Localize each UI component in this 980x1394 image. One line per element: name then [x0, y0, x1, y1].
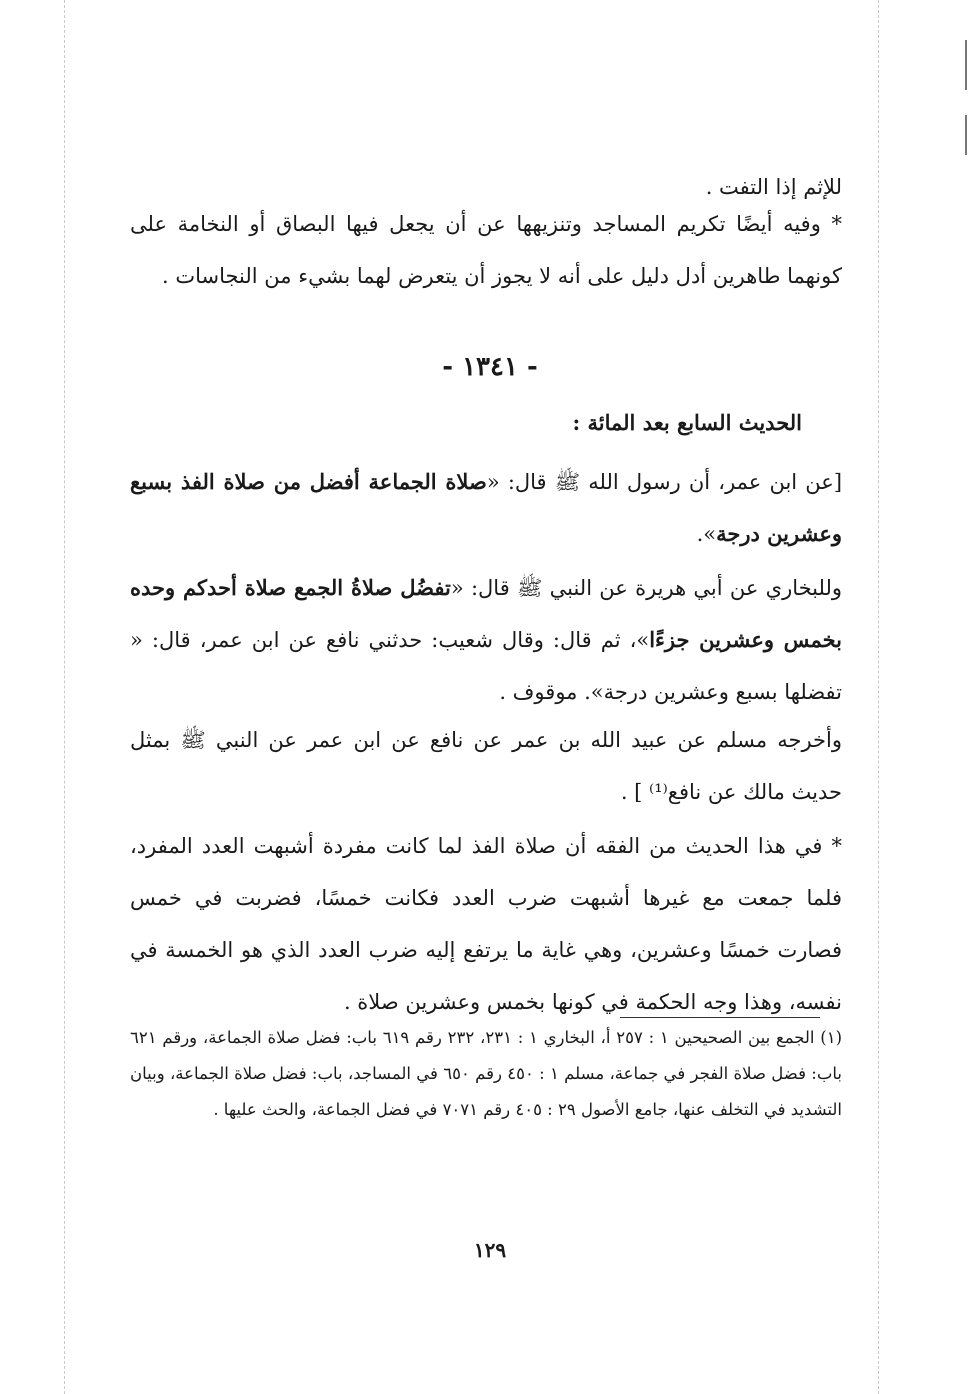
- scan-edge-mark: [965, 40, 967, 90]
- bukhari-end: »، ثم قال: وقال شعيب: حدثني نافع عن ابن عمر، قال: « تفضلها بسبع وعشرين درجة». موقوف .: [130, 628, 842, 704]
- scan-edge-mark: [965, 115, 967, 155]
- paragraph-mosques: * وفيه أيضًا تكريم المساجد وتنزيهها عن أن يجعل فيها البصاق أو النخامة على كونهما طاهرين أدل دليل على أنه لا يجوز أن يتعرض لهما بشيء من النجاسات .: [130, 212, 842, 288]
- scan-fold-line-right: [878, 0, 880, 1394]
- bukhari-bold: تفضُل صلاةُ الجمع صلاة أحدكم وحده بخمس وعشرين جزءًا: [130, 575, 842, 652]
- intro-line: للإثم إذا التفت .: [705, 175, 842, 199]
- footnote: (١) الجمع بين الصحيحين ١ : ٢٥٧ أ، البخاري ١ : ٢٣١، ٢٣٢ رقم ٦١٩ باب: فضل صلاة الجماعة، ورقم ٦٢١ باب: فضل صلاة الفجر في جماعة، مسلم ١ : ٤٥٠ رقم ٦٥٠ في المساجد، باب: فضل صلاة الجماعة، وبيان التشديد في التخلف عنها، جامع الأصول ٢٩ : ٤٠٥ رقم ٧٠٧١ في فضل الجماعة، والحث عليها .: [130, 1028, 843, 1119]
- commentary: * في هذا الحديث من الفقه أن صلاة الفذ لما كانت مفردة أشبهت العدد المفرد، فلما جمعت مع غيرها أشبهت ضرب العدد فكانت خمسًا، فضربت في خمس فصارت خمسًا وعشرين، وهي غاية ما يرتفع إليه ضرب العدد الذي هو الخمسة في نفسه، وهذا وجه الحكمة في كونها بخمس وعشرين صلاة .: [130, 834, 842, 1014]
- scan-fold-line-left: [64, 0, 66, 1394]
- page-number: ١٢٩: [473, 1238, 507, 1262]
- muslim-narration: وأخرجه مسلم عن عبيد الله بن عمر عن نافع عن ابن عمر عن النبي ﷺ بمثل حديث مالك عن نافع⁽¹⁾ ] .: [130, 728, 842, 804]
- bukhari-start: وللبخاري عن أبي هريرة عن النبي ﷺ قال: «: [450, 576, 842, 600]
- hadith-text-end: ».: [696, 522, 717, 546]
- hadith-number: - ١٣٤١ -: [442, 352, 538, 382]
- hadith-text: [130, 456, 842, 560]
- hadith-text-start: [عن ابن عمر، أن رسول الله ﷺ قال: «: [486, 470, 843, 494]
- hadith-text-bold: صلاة الجماعة أفضل من صلاة الفذ بسبع وعشرين درجة: [130, 469, 842, 546]
- hadith-title: الحديث السابع بعد المائة :: [572, 410, 802, 435]
- footnote-separator: [620, 1017, 820, 1018]
- bukhari-narration: [130, 562, 842, 718]
